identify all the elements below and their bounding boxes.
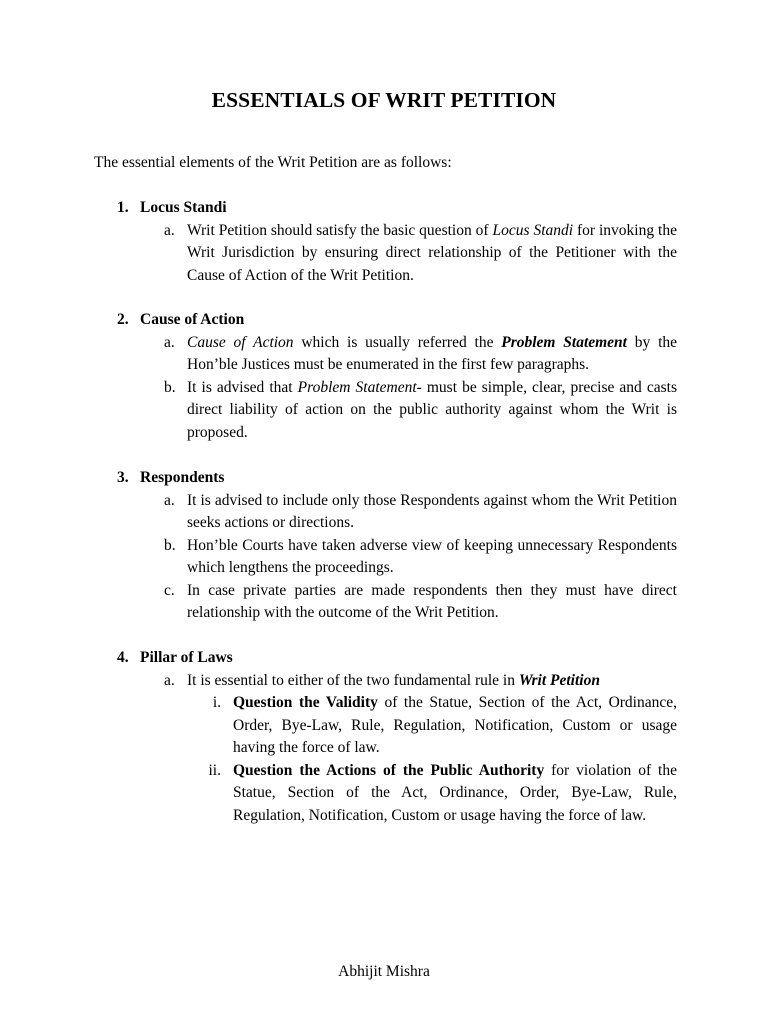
section-number: 4. bbox=[117, 649, 129, 666]
item-text: Writ Petition should satisfy the basic question of bbox=[187, 221, 493, 239]
item-text: It is advised to include only those Respondents against whom the Writ Petition seeks actions or directions. bbox=[187, 491, 677, 531]
section-heading-text: Respondents bbox=[140, 469, 225, 486]
section-locus-standi bbox=[117, 197, 677, 287]
section-number: 1. bbox=[117, 199, 129, 216]
sub-list-item-marker: i. bbox=[212, 694, 221, 711]
list-item bbox=[117, 220, 677, 288]
emphasis-text: Problem Statement bbox=[501, 333, 627, 351]
section-respondents bbox=[117, 467, 677, 625]
section-heading-text: Locus Standi bbox=[140, 199, 227, 216]
sub-list-item-marker: ii. bbox=[208, 761, 221, 779]
sub-list-item bbox=[117, 692, 677, 760]
section-number: 3. bbox=[117, 469, 129, 486]
item-text: which is usually referred the bbox=[293, 333, 502, 351]
list-item bbox=[117, 490, 677, 535]
list-item bbox=[117, 535, 677, 580]
list-item-marker: b. bbox=[164, 378, 176, 396]
list-item-marker: c. bbox=[164, 581, 175, 599]
list-item-marker: b. bbox=[164, 536, 176, 554]
section-heading bbox=[117, 647, 677, 670]
list-item-marker: a. bbox=[164, 333, 175, 351]
emphasis-text: Locus Standi bbox=[492, 221, 574, 239]
list-item bbox=[117, 670, 677, 693]
item-text: must be simple, clear, precise and casts direct liability of action on the public authority against whom the Writ is proposed. bbox=[187, 378, 677, 441]
intro-paragraph: The essential elements of the Writ Petition are as follows: bbox=[94, 154, 452, 171]
item-text: It is essential to either of the two fundamental rule in bbox=[187, 671, 519, 689]
item-text: of the Statue, Section of the Act, Ordinance, Order, Bye-Law, Rule, Regulation, Notification, Custom or usage having the force of law. bbox=[233, 694, 677, 756]
section-heading bbox=[117, 309, 677, 332]
list-item-marker: a. bbox=[164, 491, 175, 509]
section-items bbox=[117, 670, 677, 828]
section-items bbox=[117, 332, 677, 445]
emphasis-text: Problem Statement- bbox=[297, 378, 422, 396]
section-pillar-of-laws bbox=[117, 647, 677, 827]
sub-list-item bbox=[117, 760, 677, 828]
section-heading-text: Cause of Action bbox=[140, 311, 245, 328]
item-text: Hon’ble Courts have taken adverse view of keeping unnecessary Respondents which lengthens the proceedings. bbox=[187, 536, 677, 576]
section-heading-text: Pillar of Laws bbox=[140, 649, 233, 666]
item-text: for violation of the Statue, Section of the Act, Ordinance, Order, Bye-Law, Rule, Regulation, Notification, Custom or usage having the force of law. bbox=[233, 761, 677, 824]
emphasis-text: Question the Validity bbox=[233, 694, 378, 711]
section-items bbox=[117, 220, 677, 288]
item-text: for invoking the Writ Jurisdiction by ensuring direct relationship of the Petitioner with the Cause of Action of the Writ Petition. bbox=[187, 221, 677, 284]
page-title: ESSENTIALS OF WRIT PETITION bbox=[211, 88, 557, 112]
list-item-marker: a. bbox=[164, 221, 175, 239]
item-text: It is advised that bbox=[187, 378, 298, 396]
section-items bbox=[117, 490, 677, 625]
item-text: by the Hon’ble Justices must be enumerated in the first few paragraphs. bbox=[187, 333, 678, 373]
list-item bbox=[117, 580, 677, 625]
section-heading bbox=[117, 197, 677, 220]
section-cause-of-action bbox=[117, 309, 677, 444]
item-text: In case private parties are made respondents then they must have direct relationship with the outcome of the Writ Petition. bbox=[187, 581, 677, 621]
emphasis-text: Cause of Action bbox=[187, 333, 294, 351]
emphasis-text: Writ Petition bbox=[518, 671, 600, 689]
list-item bbox=[117, 332, 677, 377]
list-item-marker: a. bbox=[164, 671, 175, 689]
section-heading bbox=[117, 467, 677, 490]
author-footer: Abhijit Mishra bbox=[338, 963, 430, 980]
section-number: 2. bbox=[117, 311, 129, 328]
emphasis-text: Question the Actions of the Public Authority bbox=[233, 761, 545, 779]
list-item bbox=[117, 377, 677, 445]
